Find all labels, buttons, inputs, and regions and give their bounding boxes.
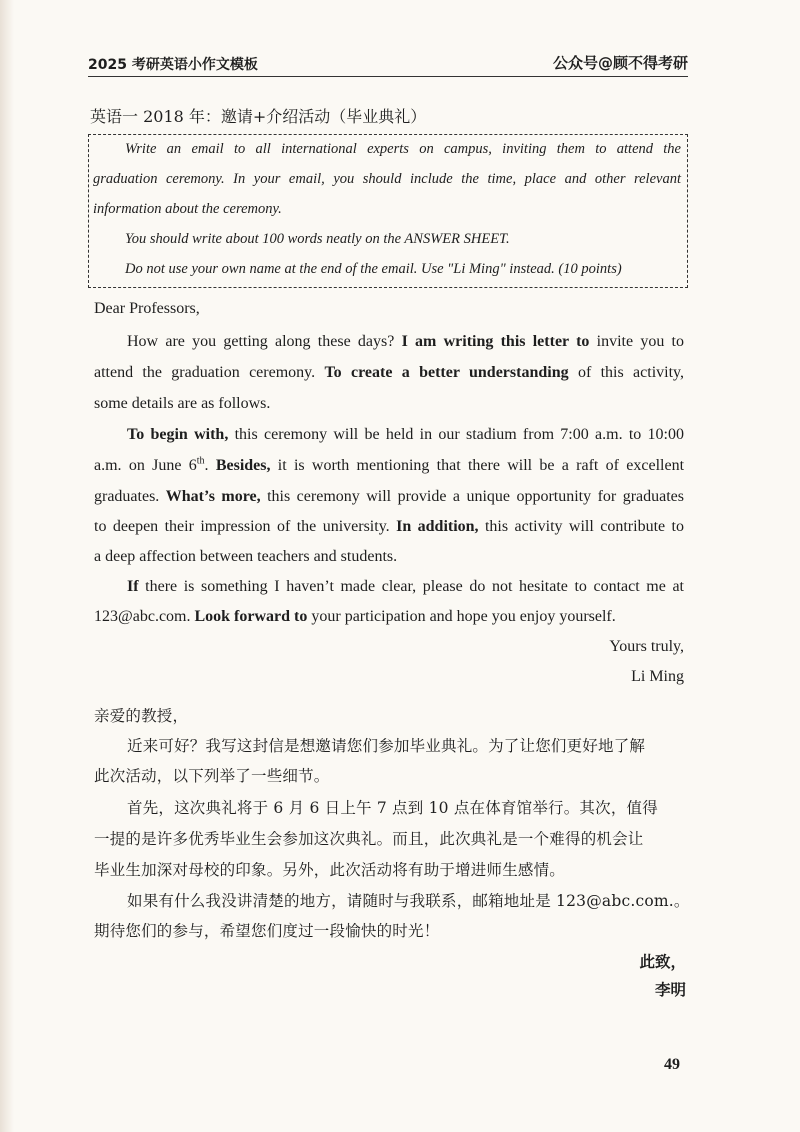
text-run: it is worth mentioning that there will be a raft of excellent xyxy=(270,457,685,474)
text-run: this ceremony will be held in our stadium from 7:00 a.m. to 10:00 xyxy=(228,426,685,443)
letter-closing: Yours truly, xyxy=(609,638,684,655)
account-credit: 公众号@顾不得考研 xyxy=(552,54,688,72)
book-title: 2025 考研英语小作文模板 xyxy=(88,57,258,73)
text-run: 123@abc.com. xyxy=(94,608,195,625)
superscript: th xyxy=(196,455,205,467)
text-run: graduates. xyxy=(94,488,166,505)
bold-phrase: Look forward to xyxy=(194,608,308,625)
text-run: attend the graduation ceremony. xyxy=(94,364,325,381)
text-run: this ceremony will provide a unique opportunity for graduates xyxy=(260,488,684,505)
text-run: to deepen their impression of the university. xyxy=(94,518,397,535)
letter-line xyxy=(94,488,684,506)
bold-phrase: In addition, xyxy=(396,518,479,535)
text-run: . xyxy=(204,457,216,474)
letter-line xyxy=(94,608,684,626)
bold-phrase: I am writing this letter to xyxy=(401,333,590,350)
text-run: of this activity, xyxy=(568,364,685,381)
text-run: invite you to xyxy=(589,333,685,350)
section-title: 英语一 2018 年：邀请+介绍活动（毕业典礼） xyxy=(90,107,427,126)
translation-line: 如果有什么我没讲清楚的地方，请随时与我联系，邮箱地址是 123@abc.com.。 xyxy=(127,892,690,910)
bold-phrase: To create a better understanding xyxy=(324,364,569,381)
translation-signature: 李明 xyxy=(654,980,686,999)
page-number: 49 xyxy=(664,1056,680,1073)
prompt-line: Write an email to all international experts on campus, inviting them to attend the xyxy=(125,141,681,157)
letter-line xyxy=(94,457,684,475)
letter-line xyxy=(94,578,684,596)
page-edge-shadow xyxy=(0,0,14,1132)
letter-line xyxy=(94,518,684,536)
bold-phrase: Besides, xyxy=(215,457,271,474)
prompt-line: information about the ceremony. xyxy=(93,201,282,217)
translation-line: 毕业生加深对母校的印象。另外，此次活动将有助于增进师生感情。 xyxy=(94,861,566,879)
translation-closing: 此致， xyxy=(639,952,686,971)
bold-phrase: If xyxy=(127,578,139,595)
text-run: your participation and hope you enjoy yourself. xyxy=(307,608,616,625)
letter-line: a deep affection between teachers and students. xyxy=(94,548,398,565)
letter-salutation: Dear Professors, xyxy=(94,300,200,317)
bold-phrase: To begin with, xyxy=(127,426,229,443)
prompt-line: Do not use your own name at the end of the email. Use "Li Ming" instead. (10 points) xyxy=(125,261,622,277)
letter-line: some details are as follows. xyxy=(94,395,271,412)
translation-line: 首先，这次典礼将于 6 月 6 日上午 7 点到 10 点在体育馆举行。其次，值得 xyxy=(127,799,658,817)
translation-line: 一提的是许多优秀毕业生会参加这次典礼。而且，此次典礼是一个难得的机会让 xyxy=(94,830,644,848)
prompt-box xyxy=(88,134,688,288)
prompt-line: You should write about 100 words neatly on the ANSWER SHEET. xyxy=(125,231,510,247)
translation-line: 此次活动，以下列举了一些细节。 xyxy=(94,767,330,785)
text-run: How are you getting along these days? xyxy=(127,333,402,350)
translation-salutation: 亲爱的教授， xyxy=(94,707,189,725)
letter-signature: Li Ming xyxy=(631,668,684,685)
translation-line: 期待您们的参与，希望您们度过一段愉快的时光！ xyxy=(94,922,440,940)
bold-phrase: What’s more, xyxy=(165,488,261,505)
text-run: a.m. on June 6 xyxy=(94,457,197,474)
letter-line xyxy=(94,426,684,444)
letter-line xyxy=(94,333,684,351)
text-run: this activity will contribute to xyxy=(478,518,684,535)
text-run: there is something I haven’t made clear, please do not hesitate to contact me at xyxy=(138,578,684,595)
translation-line: 近来可好？我写这封信是想邀请您们参加毕业典礼。为了让您们更好地了解 xyxy=(127,737,646,755)
prompt-line: graduation ceremony. In your email, you should include the time, place and other relevant xyxy=(93,171,681,187)
letter-line xyxy=(94,364,684,382)
page-header xyxy=(88,50,688,77)
